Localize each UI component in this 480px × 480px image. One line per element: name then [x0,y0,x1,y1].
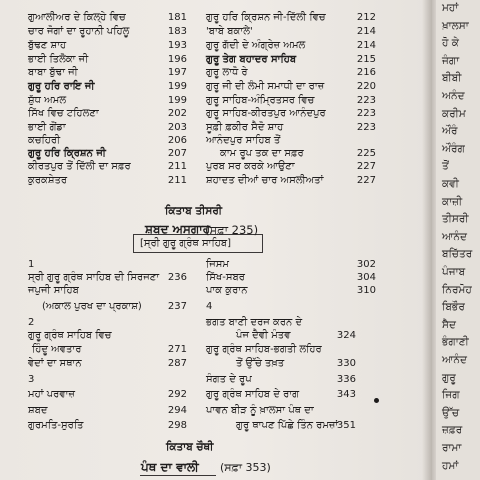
facing-page-text-fragment: ਨਿਰਮੋਹ [442,283,472,296]
contents-entry-page: 294 [167,405,187,416]
facing-page-text-fragment: ਔਰੰਗ [442,142,465,155]
contents-entry-title: 'ਬਾਬੇ ਬਕਾਲੇ' [206,26,253,37]
facing-page-text-fragment: ਬਿਭੌਰ [442,301,465,314]
contents-entry-page: 324 [336,330,356,341]
contents-entry-page: 220 [356,81,376,92]
contents-entry-page: 199 [167,81,187,92]
facing-page-text-fragment: ਅਨੰਦ [442,90,465,102]
facing-page-text-fragment: ਜ਼ਫ਼ਰ [442,424,463,437]
contents-entry-title: ਗੁਰੂ ਥਾਪਣ ਪਿੱਛੇ ਤਿੰਨ ਰਮਜ਼ਾਂ [236,420,339,431]
contents-entry-title: (ਅਕਾਲ ਪੁਰਖ ਦਾ ਪ੍ਰਕਾਸ਼) [42,301,142,312]
contents-entry-page: 227 [356,161,376,172]
ink-dot [374,398,379,403]
contents-entry-page: 197 [167,67,187,78]
facing-page-text-fragment: ਜਿਗ [442,389,460,402]
contents-entry-title: ਸ਼ਬਦ [28,405,48,416]
contents-entry-page: 287 [167,358,187,369]
contents-entry-title: ਗੁਰੂ ਗੱਦੀ ਦੇ ਅੰਗ੍ਰੇਜ਼ ਅਮਲ [206,40,306,51]
contents-entry-title: ਸਿੱਖ-ਸਬਰ [206,272,245,283]
contents-entry-page: 292 [167,389,187,400]
contents-entry-title: ਗੁਰੂ ਸਾਹਿਬ-ਅੰਮ੍ਰਿਤਸਰ ਵਿਚ [206,95,315,106]
contents-entry-title: ਵੇਦਾਂ ਦਾ ਸਥਾਨ [28,358,82,369]
facing-page-text-fragment: ਪੰਜਾਬ [442,266,466,278]
book-four-label: ਕਿਤਾਬ ਚੌਥੀ [166,441,214,453]
contents-entry-title: ਸਿੱਖ ਵਿਚ ਟਹਿਲਣਾ [28,108,99,119]
contents-entry-title: ਗੁਰੂ ਗ੍ਰੰਥ ਸਾਹਿਬ ਦੇ ਰਾਗ [206,389,300,400]
facing-page-text-fragment: ਤੋਂ [442,160,449,173]
facing-page-text-fragment: ਤੀਸਰੀ [442,213,469,226]
facing-page-text-fragment: ਉੱਚ [442,406,460,419]
facing-page-text-fragment: ਹਮਾਂ [442,459,459,472]
contents-entry-page: 196 [167,54,187,65]
contents-entry-page: 225 [356,148,376,159]
contents-entry-page: 227 [356,175,376,186]
contents-entry-title: ਗੁਰੂ ਤੇਗ ਬਹਾਦਰ ਸਾਹਿਬ [206,54,297,65]
contents-entry-title: ਬੁੱਢਣ ਸ਼ਾਹ [28,40,67,51]
facing-page-text-fragment: ਸੈਦ [442,318,456,331]
section-four-underline [140,475,216,476]
section-four-title: ਪੰਥ ਦਾ ਵਾਲੀ [141,460,199,474]
contents-entry-title: ਪੰਜ ਦੈਵੀ ਮੰਤਵ [236,330,291,341]
contents-entry-page: 223 [356,122,376,133]
contents-entry-title: ਗੁਰੂ ਗ੍ਰੰਥ ਸਾਹਿਬ-ਭਗਤੀ ਲਹਿਰ [206,344,322,355]
chapter-number: 1 [28,259,35,270]
facing-page-text-fragment: ਬਚਿੱਤਰ [442,248,473,261]
contents-entry-page: 211 [167,175,187,186]
contents-entry-title: ਸ੍ਰੀ ਗੁਰੂ ਗ੍ਰੰਥ ਸਾਹਿਬ ਦੀ ਸਿਰਜਣਾ [28,272,160,283]
contents-entry-title: ਚਾਰ ਜੋਗਾਂ ਦਾ ਰੂਹਾਨੀ ਪਹਿਲੂ [28,26,130,37]
section-four-page-ref: (ਸਫ਼ਾ 353) [220,461,271,474]
contents-entry-page: 336 [336,374,356,385]
contents-entry-page: 203 [167,122,187,133]
contents-entry-title: ਗੁਰੂ ਹਰਿ ਕ੍ਰਿਸ਼ਨ ਜੀ-ਦਿੱਲੀ ਵਿਚ [206,12,326,23]
contents-entry-title: ਕੁਰਕਸ਼ੇਤਰ [28,175,68,186]
contents-entry-title: ਜਪੁਜੀ ਸਾਹਿਬ [28,285,79,296]
section-three-title: ਸ਼ਬਦ ਅਸਗਾਹ [145,222,211,236]
contents-entry-page: 214 [356,26,376,37]
contents-entry-title: ਤੋਂ ਉੱਚੇ ਤਖ਼ਤ [236,358,285,369]
contents-entry-title: ਬਾਬਾ ਬੁੱਢਾ ਜੀ [28,67,78,78]
facing-page-text-fragment: ਆਨੰਦ [442,354,467,366]
contents-entry-title: ਭਗਤ ਬਾਣੀ ਦਰਜ ਕਰਨ ਦੇ [206,317,303,328]
contents-entry-title: ਗੁਰੂ ਸਾਹਿਬ-ਕੀਰਤਪੁਰ ਆਨੰਦਪੁਰ [206,108,326,119]
contents-entry-title: ਭਾਈ ਤਿਲੋਕਾ ਜੀ [28,54,89,65]
contents-entry-page: 343 [336,389,356,400]
contents-entry-page: 214 [356,40,376,51]
contents-entry-title: ਪਾਵਨ ਬੀੜ ਨੂੰ ਖ਼ਾਲਸਾ ਪੰਥ ਦਾ [206,405,314,416]
contents-entry-page: 351 [336,420,356,431]
contents-entry-title: ਗੁਰੂ ਹਰਿ ਰਾਇ ਜੀ [28,81,95,92]
contents-entry-title: ਸ਼ੁੱਧ ਅਮਲ [28,95,67,106]
facing-page-text-fragment: ਗੁਰੂ [442,371,456,384]
facing-page-text-fragment: ਔਰੰ [442,125,458,138]
section-three-page-ref: (ਸਫ਼ਾ 235) [205,223,259,237]
contents-entry-page: 302 [356,259,376,270]
contents-entry-page: 216 [356,67,376,78]
contents-entry-title: ਗੁਰੂ ਗ੍ਰੰਥ ਸਾਹਿਬ ਵਿਚ [28,330,112,341]
contents-entry-title: ਪਾਕ ਕੁਰਾਨ [206,285,248,296]
contents-entry-title: ਸੂਫ਼ੀ ਫ਼ਕੀਰ ਸੈਦੋ ਸ਼ਾਹ [206,122,284,133]
contents-entry-title: ਹਿੰਦੂ ਅਵਤਾਰ [32,344,82,355]
chapter-number: 4 [206,301,213,312]
contents-entry-page: 202 [167,108,187,119]
contents-entry-title: ਮਹਾਂ ਪਰਵਾਜ਼ [28,389,76,400]
contents-entry-title: ਆਨੰਦਪੁਰ ਸਾਹਿਬ ਤੋਂ [206,135,281,146]
facing-page-text-fragment: ਰਾਮਾ [442,442,462,454]
contents-entry-page: 212 [356,12,376,23]
contents-entry-title: ਗੁਰੂ ਲਾਧੋ ਰੇ [206,67,248,78]
contents-entry-page: 223 [356,95,376,106]
contents-entry-title: ਕਚਹਿਰੀ [28,135,61,146]
contents-entry-title: ਗੁਰੂ ਜੀ ਦੀ ਲੰਮੀ ਸਮਾਧੀ ਦਾ ਰਾਜ਼ [206,81,325,92]
contents-entry-page: 199 [167,95,187,106]
contents-entry-title: ਗੁਰੂ ਹਰਿ ਕ੍ਰਿਸ਼ਨ ਜੀ [28,148,106,159]
facing-page-text-fragment: ਆਨੰਦ [442,230,467,243]
contents-entry-page: 237 [167,301,187,312]
facing-page-text-fragment: ਹੋ ਕੇ [442,37,459,50]
facing-page-text-fragment: ਖ਼ਾਲਸਾ [442,19,469,32]
facing-page-text-fragment: ਕਾਜ਼ੀ [442,195,463,208]
contents-entry-page: 271 [167,344,187,355]
contents-entry-page: 181 [167,12,187,23]
contents-entry-page: 211 [167,161,187,172]
facing-page-text-fragment: ਜੰਗਾ [442,54,460,67]
contents-entry-page: 183 [167,26,187,37]
contents-entry-title: ਸ਼ਹਾਦਤ ਦੀਆਂ ਚਾਰ ਅਸਲੀਅਤਾਂ [206,175,324,186]
contents-entry-title: ਕਾਮ ਰੂਪ ਤਕ ਦਾ ਸਫ਼ਰ [220,148,304,159]
chapter-number: 2 [28,317,35,328]
facing-page-text-fragment: ਬੀਬੀ [442,72,462,85]
contents-entry-page: 215 [356,54,376,65]
contents-entry-title: ਭਾਈ ਗੋਂਡਾ [28,122,66,133]
contents-entry-title: ਪੁਰਬ ਸਰ ਕਰਕੇ ਆਉਣਾ [206,161,295,172]
contents-entry-title: ਕੀਰਤਪੁਰ ਤੋਂ ਦਿੱਲੀ ਦਾ ਸਫ਼ਰ [28,161,131,172]
contents-entry-page: 298 [167,420,187,431]
facing-page-text-fragment: ਕਵੀ [442,178,459,190]
facing-page-edge [436,0,480,480]
facing-page-text-fragment: ਭੰਗਾਣੀ [442,336,469,349]
contents-entry-page: 236 [167,272,187,283]
contents-entry-page: 223 [356,108,376,119]
contents-entry-title: ਗੁਆਲੀਅਰ ਦੇ ਕਿਲ੍ਹੇ ਵਿਚ [28,12,126,23]
chapter-number: 3 [28,374,35,385]
section-three-subtitle: [ਸ੍ਰੀ ਗੁਰੂ ਗ੍ਰੰਥ ਸਾਹਿਬ] [140,238,231,249]
facing-page-text-fragment: ਕਰੀਮ [442,107,466,120]
contents-entry-title: ਜਿਸਮ [206,259,229,270]
contents-entry-page: 193 [167,40,187,51]
book-three-label: ਕਿਤਾਬ ਤੀਸਰੀ [165,205,223,217]
contents-entry-page: 330 [336,358,356,369]
contents-entry-title: ਗੁਰਮਤਿ-ਸੁਰਤਿ [28,420,84,431]
contents-entry-page: 207 [167,148,187,159]
contents-entry-page: 206 [167,135,187,146]
contents-entry-title: ਸੰਗਤ ਦੇ ਰੂਪ [206,374,252,385]
contents-entry-page: 304 [356,272,376,283]
contents-entry-page: 310 [356,285,376,296]
facing-page-text-fragment: ਮਹਾਂ [442,2,459,14]
